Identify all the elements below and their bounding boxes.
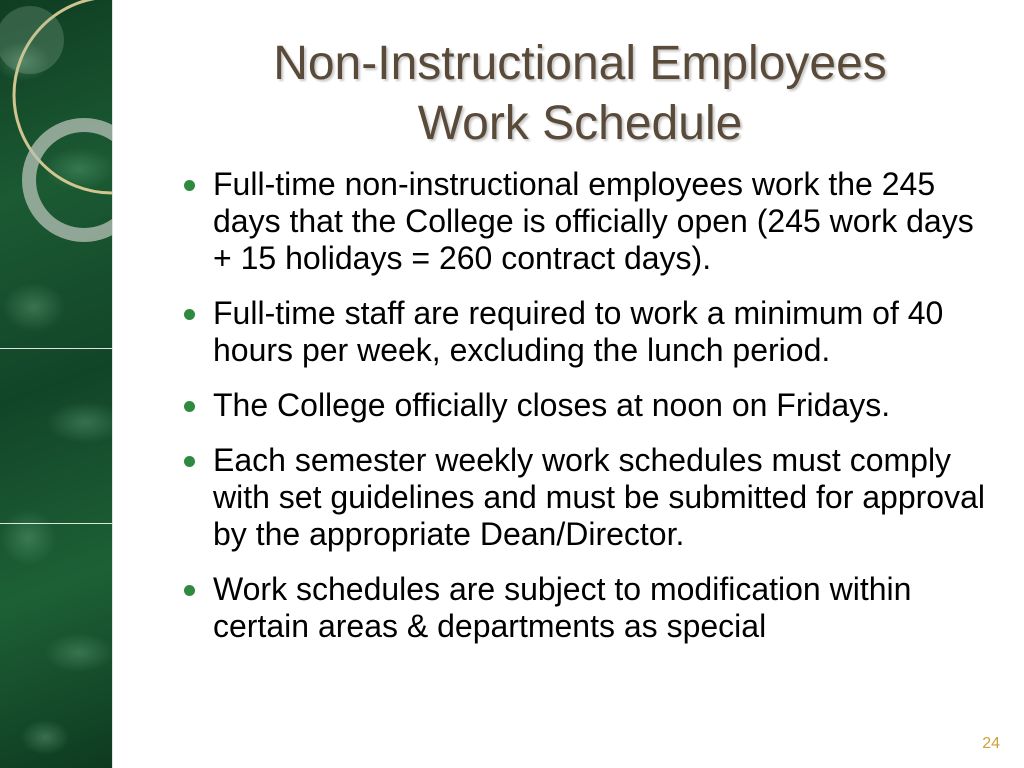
bullet-dot-icon	[184, 180, 195, 191]
slide-title	[150, 34, 1010, 154]
bullet-item	[181, 166, 996, 277]
bullet-item	[181, 442, 996, 553]
bullet-text: Full-time non-instructional employees work the 245 days that the College is officially open (245 work days + 15 holidays = 260 contract days).	[213, 166, 974, 276]
bullet-item	[181, 571, 996, 645]
bullet-text: The College officially closes at noon on Fridays.	[213, 387, 891, 423]
title-line-2: Work Schedule	[417, 97, 743, 150]
green-marble-side-panel	[0, 0, 113, 768]
panel-edge	[112, 0, 113, 768]
bullet-dot-icon	[184, 401, 195, 412]
panel-seam	[0, 348, 113, 349]
bullet-text: Work schedules are subject to modification within certain areas & departments as special	[213, 571, 912, 644]
bullet-list	[181, 166, 996, 663]
bullet-item	[181, 387, 996, 424]
bullet-dot-icon	[184, 456, 195, 467]
title-line-1: Non-Instructional Employees	[273, 37, 887, 90]
slide-number: 24	[982, 735, 1000, 752]
bullet-text: Full-time staff are required to work a minimum of 40 hours per week, excluding the lunch period.	[213, 295, 944, 368]
bullet-dot-icon	[184, 585, 195, 596]
bullet-item	[181, 295, 996, 369]
bullet-dot-icon	[184, 309, 195, 320]
bullet-text: Each semester weekly work schedules must comply with set guidelines and must be submitted for approval by the appropriate Dean/Director.	[213, 442, 985, 552]
decorative-rings-icon	[0, 0, 113, 260]
panel-seam	[0, 523, 113, 524]
grey-ring	[29, 125, 113, 235]
